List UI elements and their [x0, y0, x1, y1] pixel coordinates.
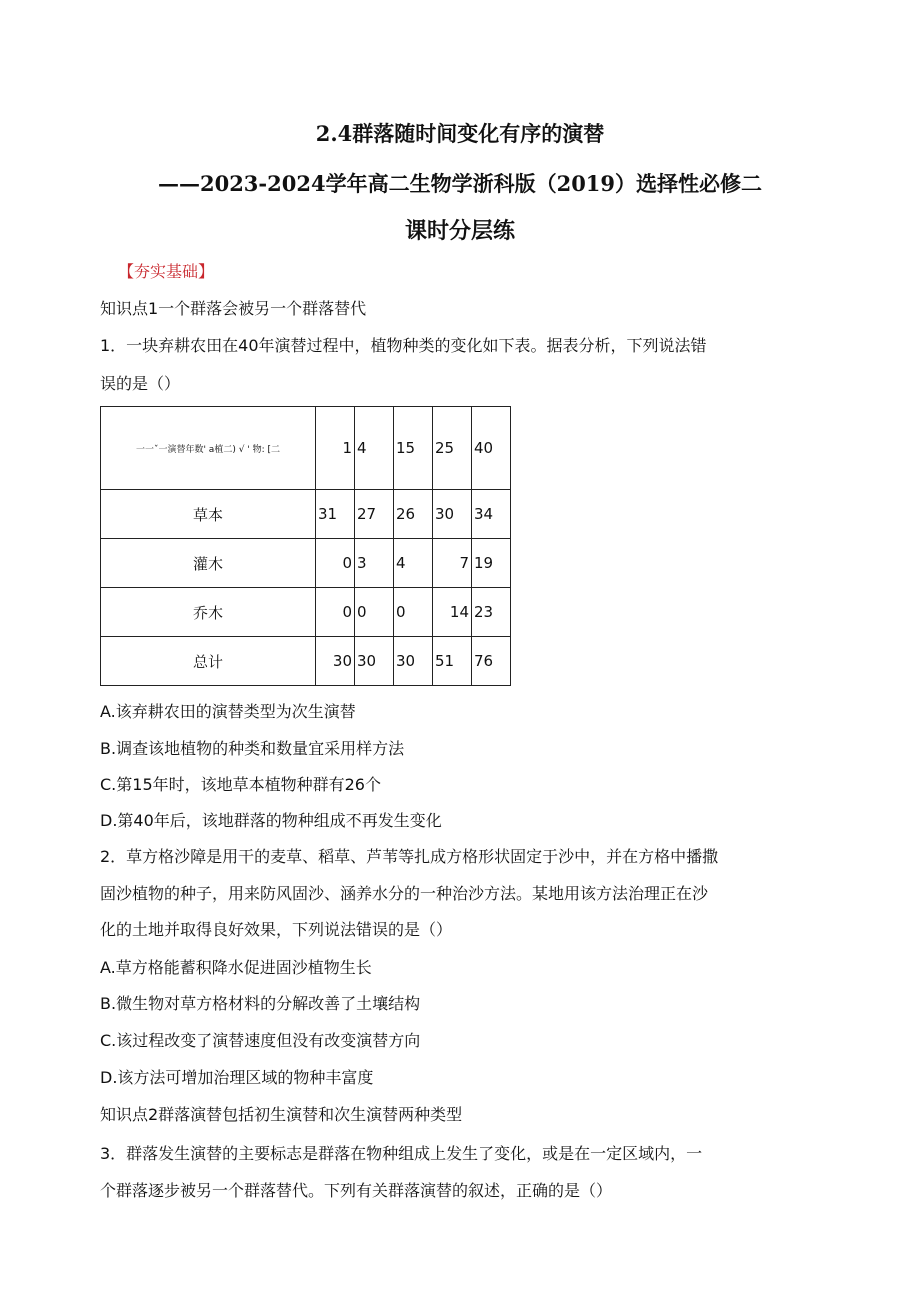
table-cell: 51 — [433, 637, 472, 686]
table-cell: 0 — [316, 539, 355, 588]
question-1-stem-cont: 误的是（） — [100, 374, 181, 393]
q2-option-b: B.微生物对草方格材料的分解改善了土壤结构 — [100, 994, 421, 1013]
q1-option-b: B.调查该地植物的种类和数量宜采用样方法 — [100, 739, 405, 758]
table-cell: 0 — [316, 588, 355, 637]
q2-option-a: A.草方格能蓄积降水促进固沙植物生长 — [100, 958, 372, 977]
q1-option-d: D.第40年后，该地群落的物种组成不再发生变化 — [100, 811, 442, 830]
table-cell: 30 — [316, 637, 355, 686]
question-3-stem: 3．群落发生演替的主要标志是群落在物种组成上发生了变化，或是在一定区域内，一 — [100, 1144, 703, 1163]
table-header-label: 一一ˇ一演替年数' a植二) √ ' 物: [二 — [101, 407, 316, 490]
question-2-stem-cont: 固沙植物的种子，用来防风固沙、涵养水分的一种治沙方法。某地用该方法治理正在沙 — [100, 884, 709, 903]
table-cell: 7 — [433, 539, 472, 588]
question-1-stem: 1．一块弃耕农田在40年演替过程中，植物种类的变化如下表。据表分析，下列说法错 — [100, 336, 707, 355]
title-line-1: 2.4群落随时间变化有序的演替 — [315, 121, 605, 146]
row-label: 灌木 — [101, 539, 316, 588]
table-row — [101, 490, 511, 539]
table-cell: 15 — [394, 407, 433, 490]
question-3-stem-cont: 个群落逐步被另一个群落替代。下列有关群落演替的叙述，正确的是（） — [100, 1181, 613, 1200]
table-header-row — [101, 407, 511, 490]
table-row — [101, 637, 511, 686]
table-cell: 23 — [472, 588, 511, 637]
table-cell: 3 — [355, 539, 394, 588]
table-cell: 40 — [472, 407, 511, 490]
row-label: 乔木 — [101, 588, 316, 637]
question-2-stem: 2．草方格沙障是用干的麦草、稻草、芦苇等扎成方格形状固定于沙中，并在方格中播撒 — [100, 847, 719, 866]
q2-option-c: C.该过程改变了演替速度但没有改变演替方向 — [100, 1031, 421, 1050]
knowledge-point-2: 知识点2群落演替包括初生演替和次生演替两种类型 — [100, 1105, 463, 1124]
section-tag: 【夯实基础】 — [118, 262, 215, 281]
table-cell: 76 — [472, 637, 511, 686]
q2-option-d: D.该方法可增加治理区域的物种丰富度 — [100, 1068, 374, 1087]
title-line-2: ——2023-2024学年高二生物学浙科版（2019）选择性必修二 — [157, 171, 763, 196]
q1-option-a: A.该弃耕农田的演替类型为次生演替 — [100, 702, 356, 721]
table-cell: 26 — [394, 490, 433, 539]
table-cell: 31 — [316, 490, 355, 539]
table-cell: 34 — [472, 490, 511, 539]
table-cell: 30 — [433, 490, 472, 539]
table-cell: 19 — [472, 539, 511, 588]
table-cell: 30 — [394, 637, 433, 686]
knowledge-point-1: 知识点1一个群落会被另一个群落替代 — [100, 299, 367, 318]
table-cell: 30 — [355, 637, 394, 686]
table-row — [101, 539, 511, 588]
row-label: 总计 — [101, 637, 316, 686]
table-cell: 4 — [394, 539, 433, 588]
table-cell: 14 — [433, 588, 472, 637]
title-line-3: 课时分层练 — [404, 218, 515, 244]
table-cell: 4 — [355, 407, 394, 490]
table-cell: 0 — [355, 588, 394, 637]
table-cell: 0 — [394, 588, 433, 637]
question-2-stem-cont: 化的土地并取得良好效果，下列说法错误的是（） — [100, 920, 453, 939]
q1-option-c: C.第15年时，该地草本植物种群有26个 — [100, 775, 381, 794]
table-cell: 25 — [433, 407, 472, 490]
row-label: 草本 — [101, 490, 316, 539]
table-cell: 27 — [355, 490, 394, 539]
succession-table — [100, 406, 511, 686]
table-cell: 1 — [316, 407, 355, 490]
table-row — [101, 588, 511, 637]
